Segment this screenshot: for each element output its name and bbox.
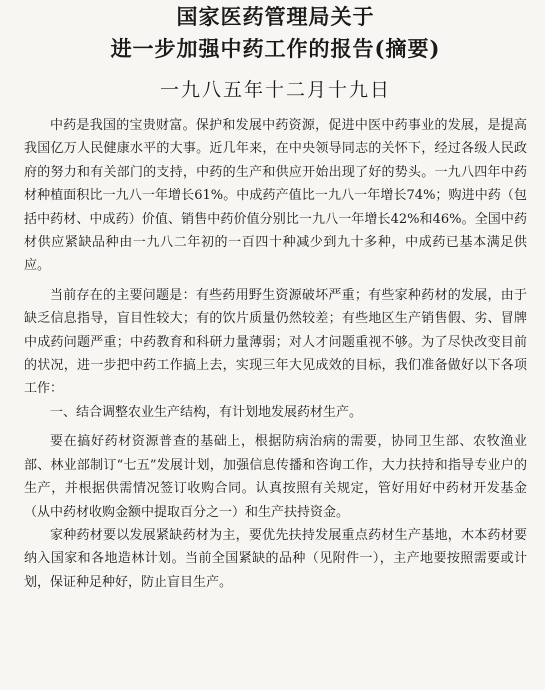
paragraph-intro: 中药是我国的宝贵财富。保护和发展中药资源，促进中医中药事业的发展，是提高我国亿万人民健康水平的大事。近几年来，在中央领导同志的关怀下，经过各级人民政府的努力和有关部门的支持，中药的生产和供应开始出现了好的势头。一九八四年中药材种植面积比一九八一年增长61%。中成药产值比一九八一年增长74%；购进中药（包括中药材、中成药）价值、销售中药价值分别比一九八一年增长42%和46%。全国中药材供应紧缺品种由一九八二年初的一百四十种减少到九十多种，中成药已基本满足供应。: [24, 118, 527, 274]
document-title-line-2: 进一步加强中药工作的报告(摘要): [110, 36, 441, 61]
paragraph-section-heading: 一、结合调整农业生产结构，有计划地发展药材生产。: [50, 404, 363, 420]
document-date: 一九八五年十二月十九日: [159, 79, 391, 101]
document-title-line-1: 国家医药管理局关于: [176, 4, 375, 29]
paragraph-cultivation: 家种药材要以发展紧缺药材为主，要优先扶持发展重点药材生产基地，木本药材要纳入国家和各地造林计划。当前全国紧缺的品种（见附件一），主产地要按照需要或计划，保证种足种好，防止盲目生产。: [24, 527, 527, 590]
paragraph-problems: 当前存在的主要问题是：有些药用野生资源破坏严重；有些家种药材的发展，由于缺乏信息指导，盲目性较大；有的饮片质量仍然较差；有些地区生产销售假、劣、冒牌中成药问题严重；中药教育和科研力量薄弱；对人才问题重视不够。为了尽快改变目前的状况，进一步把中药工作搞上去，实现三年大见成效的目标，我们准备做好以下各项工作：: [24, 287, 527, 397]
paragraph-planning: 要在搞好药材资源普查的基础上，根据防病治病的需要，协同卫生部、农牧渔业部、林业部制订“七五”发展计划，加强信息传播和咨询工作，大力扶持和指导专业户的生产，并根据供需情况签订收购合同。认真按照有关规定，管好用好中药材开发基金（从中药材收购金额中提取百分之一）和生产扶持资金。: [24, 434, 527, 520]
